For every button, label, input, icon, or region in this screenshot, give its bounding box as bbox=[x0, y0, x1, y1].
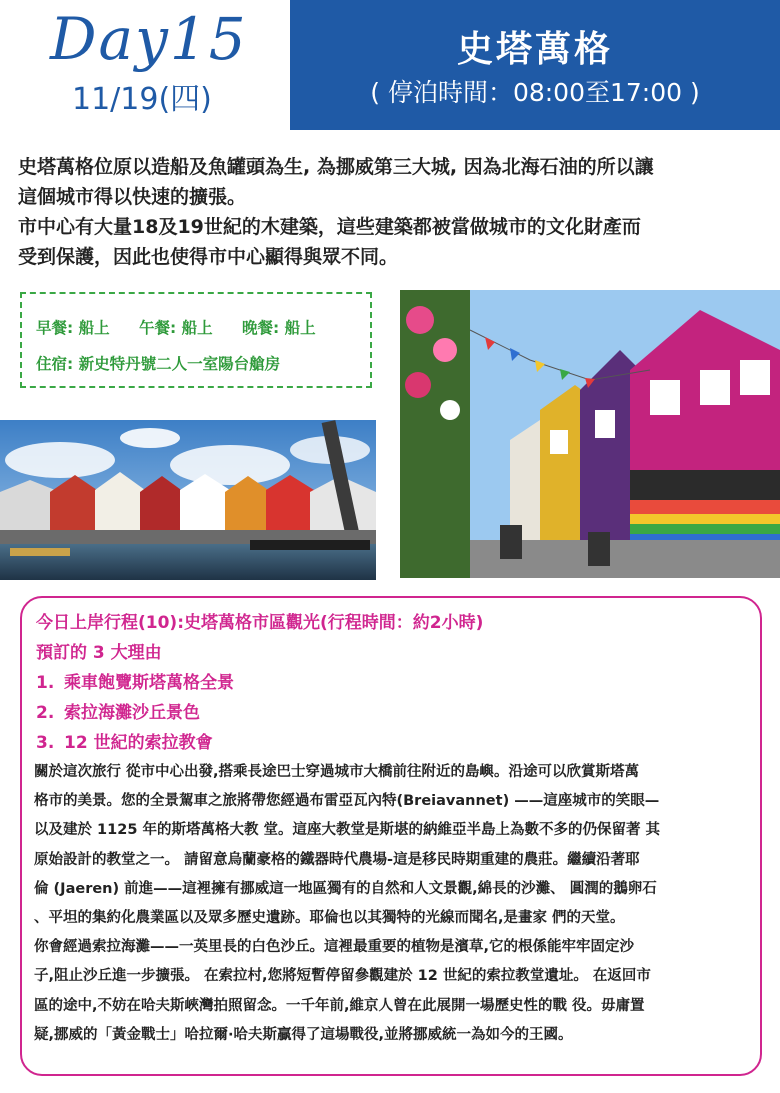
reason-text: 索拉海灘沙丘景色 bbox=[64, 703, 200, 723]
tour-line: 倫 (Jaeren) 前進——這裡擁有挪威這一地區獨有的自然和人文景觀,綿長的沙灘、 圓潤的鵝卵石 bbox=[34, 880, 657, 897]
reason-number: 1. bbox=[36, 673, 55, 693]
reason-text: 12 世紀的索拉教會 bbox=[64, 733, 213, 753]
lunch-label: 午餐: 船上 bbox=[139, 319, 213, 337]
breakfast-label: 早餐: 船上 bbox=[36, 319, 110, 337]
day-title: Day15 bbox=[50, 5, 248, 73]
dock-time: ( 停泊時間：08:00至17:00 ) bbox=[370, 78, 700, 107]
tour-line: 原始設計的教堂之一。 請留意烏蘭豪格的鐵器時代農場-這是移民時期重建的農莊。繼續沿著耶 bbox=[34, 851, 640, 868]
intro-line: 市中心有大量18及19世紀的木建築，這些建築都被當做城市的文化財產而 bbox=[18, 216, 641, 238]
intro-text bbox=[18, 152, 766, 272]
reason-number: 3. bbox=[36, 733, 55, 753]
tour-line: 、平坦的集約化農業區以及眾多歷史遺跡。耶倫也以其獨特的光線而聞名,是畫家 們的天堂。 bbox=[34, 910, 625, 927]
tour-line: 關於這次旅行 從市中心出發,搭乘長途巴士穿過城市大橋前往附近的島嶼。沿途可以欣賞斯塔萬 bbox=[34, 764, 640, 780]
street-photo bbox=[400, 290, 780, 578]
reason-text: 乘車飽覽斯塔萬格全景 bbox=[64, 673, 234, 693]
intro-line: 這個城市得以快速的擴張。 bbox=[18, 186, 247, 208]
intro-line: 史塔萬格位原以造船及魚罐頭為生, 為挪威第三大城, 因為北海石油的所以讓 bbox=[18, 156, 654, 178]
harbor-illustration bbox=[0, 420, 376, 580]
reasons-title: 預訂的 3 大理由 bbox=[36, 643, 162, 663]
intro-line: 受到保護，因此也使得市中心顯得與眾不同。 bbox=[18, 246, 399, 268]
port-name: 史塔萬格 bbox=[456, 29, 613, 70]
meals-row bbox=[36, 316, 340, 338]
reason-item bbox=[36, 698, 200, 723]
reason-item bbox=[36, 668, 234, 693]
street-illustration bbox=[400, 290, 780, 578]
tour-line: 子,阻止沙丘進一步擴張。 在索拉村,您將短暫停留參觀建於 12 世紀的索拉教堂遺址。 在返回市 bbox=[34, 968, 651, 985]
reason-number: 2. bbox=[36, 703, 55, 723]
tour-line: 你會經過索拉海灘——一英里長的白色沙丘。這裡最重要的植物是濱草,它的根係能牢牢固定沙 bbox=[34, 939, 635, 956]
tour-line: 格市的美景。您的全景駕車之旅將帶您經過布雷亞瓦內特(Breiavannet) ——這座城市的笑眼— bbox=[34, 793, 660, 810]
tour-line: 疑,挪威的「黃金戰士」哈拉爾·哈夫斯贏得了這場戰役,並將挪威統一為如今的王國。 bbox=[34, 1026, 573, 1043]
tour-line: 區的途中,不妨在哈夫斯峽灣拍照留念。一千年前,維京人曾在此展開一場歷史性的戰 役。毋庸置 bbox=[34, 997, 645, 1014]
header-band bbox=[0, 0, 780, 130]
reason-item bbox=[36, 728, 213, 753]
day-box bbox=[0, 0, 290, 130]
dinner-label: 晚餐: 船上 bbox=[242, 319, 316, 337]
tour-line: 以及建於 1125 年的斯塔萬格大教 堂。這座大教堂是斯堪的納維亞半島上為數不多的仍保留著 其 bbox=[34, 822, 661, 839]
meals-box bbox=[20, 292, 372, 388]
tour-title: 今日上岸行程(10):史塔萬格市區觀光(行程時間：約2小時) bbox=[36, 613, 484, 633]
lodging-label: 住宿: 新史特丹號二人一室陽台艙房 bbox=[36, 355, 281, 373]
tour-description bbox=[34, 758, 754, 1050]
day-date: 11/19(四) bbox=[72, 82, 212, 117]
harbor-photo bbox=[0, 420, 376, 580]
tour-box bbox=[20, 596, 762, 1076]
